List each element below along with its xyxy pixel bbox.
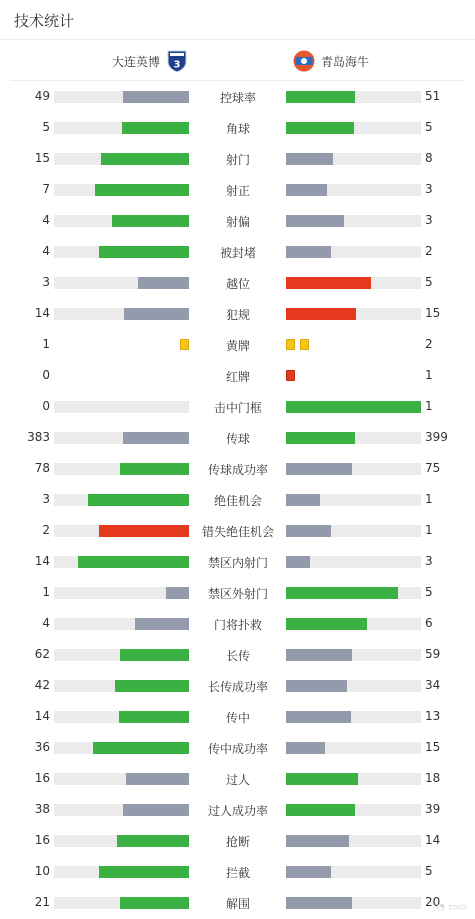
- away-value: 1: [425, 368, 433, 382]
- home-value: 0: [42, 399, 50, 413]
- stat-label: 解围: [225, 897, 250, 911]
- home-value: 1: [42, 337, 50, 351]
- stat-row: [0, 298, 475, 329]
- stat-label: 黄牌: [225, 339, 250, 353]
- home-value: 0: [42, 368, 50, 382]
- red-card-icon: [286, 370, 295, 381]
- home-value: 36: [34, 740, 50, 754]
- home-value: 16: [34, 771, 50, 785]
- home-bar-track: [54, 897, 189, 909]
- away-value: 8: [425, 151, 433, 165]
- home-bar-track: [54, 91, 189, 103]
- away-bar-track: [286, 122, 421, 134]
- home-bar: [123, 91, 189, 103]
- away-value: 20: [425, 895, 441, 909]
- home-bar-track: [54, 835, 189, 847]
- stat-label: 被封堵: [219, 246, 256, 260]
- home-bar: [95, 184, 190, 196]
- home-value: 5: [42, 120, 50, 134]
- home-bar-track: [54, 401, 189, 413]
- away-value: 1: [425, 399, 433, 413]
- stat-label: 角球: [225, 122, 250, 136]
- home-bar: [117, 835, 189, 847]
- home-bar-track: [54, 494, 189, 506]
- away-value: 14: [425, 833, 441, 847]
- away-bar: [286, 618, 367, 630]
- away-bar: [286, 804, 355, 816]
- svg-text:3: 3: [173, 59, 181, 71]
- home-value: 16: [34, 833, 50, 847]
- home-bar: [99, 246, 189, 258]
- home-bar: [120, 463, 189, 475]
- away-value: 3: [425, 554, 433, 568]
- stat-row: [0, 422, 475, 453]
- away-bar: [286, 463, 352, 475]
- away-bar: [286, 649, 352, 661]
- home-value: 78: [34, 461, 50, 475]
- home-bar-track: [54, 680, 189, 692]
- away-bar: [286, 91, 355, 103]
- away-value: 2: [425, 244, 433, 258]
- away-bar-track: [286, 308, 421, 320]
- stat-label: 传球: [225, 432, 250, 446]
- away-value: 34: [425, 678, 441, 692]
- away-value: 1: [425, 492, 433, 506]
- away-bar: [286, 432, 355, 444]
- stat-row: [0, 794, 475, 825]
- stat-row: [0, 267, 475, 298]
- home-bar-track: [54, 277, 189, 289]
- away-bar: [286, 184, 327, 196]
- away-bar: [286, 773, 358, 785]
- home-bar-track: [54, 432, 189, 444]
- home-team[interactable]: [112, 49, 188, 73]
- home-bar-track: [54, 711, 189, 723]
- away-bar: [286, 153, 333, 165]
- home-bar-track: [54, 184, 189, 196]
- teams-header: [10, 41, 465, 81]
- stat-label: 禁区内射门: [207, 556, 268, 570]
- stat-row: [0, 639, 475, 670]
- away-value: 75: [425, 461, 441, 475]
- home-value: 10: [34, 864, 50, 878]
- home-value: 2: [42, 523, 50, 537]
- stat-row: [0, 81, 475, 112]
- home-bar-track: [54, 773, 189, 785]
- home-bar: [93, 742, 189, 754]
- home-bar: [123, 804, 189, 816]
- home-bar: [138, 277, 189, 289]
- away-bar-track: [286, 742, 421, 754]
- title-bar: [0, 0, 475, 40]
- yellow-card-icon: [180, 339, 189, 350]
- away-bar-track: [286, 587, 421, 599]
- home-bar: [88, 494, 189, 506]
- watermark-icon: ◔ ▭▭: [436, 902, 467, 913]
- away-bar: [286, 680, 347, 692]
- stat-label: 红牌: [225, 370, 250, 384]
- away-bar-track: [286, 432, 421, 444]
- away-bar: [286, 525, 331, 537]
- stat-row: [0, 329, 475, 360]
- stat-row: [0, 608, 475, 639]
- home-bar-track: [54, 556, 189, 568]
- away-bar: [286, 556, 310, 568]
- away-team-crest-icon: [293, 49, 315, 73]
- home-bar-track: [54, 649, 189, 661]
- home-bar: [78, 556, 189, 568]
- stat-label: 过人: [225, 773, 250, 787]
- stat-row: [0, 484, 475, 515]
- stat-row: [0, 856, 475, 887]
- home-bar: [166, 587, 189, 599]
- home-team-name: 大连英博: [111, 54, 160, 69]
- away-bar-track: [286, 556, 421, 568]
- away-value: 13: [425, 709, 441, 723]
- home-bar: [135, 618, 189, 630]
- away-bar: [286, 835, 349, 847]
- stat-row: [0, 112, 475, 143]
- home-bar-track: [54, 463, 189, 475]
- home-bar: [101, 153, 189, 165]
- stat-label: 过人成功率: [207, 804, 268, 818]
- home-bar-track: [54, 587, 189, 599]
- stat-row: [0, 174, 475, 205]
- stat-row: [0, 825, 475, 856]
- away-bar: [286, 401, 421, 413]
- away-value: 3: [425, 213, 433, 227]
- home-value: 4: [42, 213, 50, 227]
- stat-row: [0, 732, 475, 763]
- home-bar: [126, 773, 189, 785]
- away-bar-track: [286, 773, 421, 785]
- stat-label: 传中成功率: [207, 742, 268, 756]
- stat-label: 长传成功率: [207, 680, 268, 694]
- away-bar-track: [286, 184, 421, 196]
- away-bar: [286, 308, 356, 320]
- away-bar-track: [286, 91, 421, 103]
- home-bar: [124, 308, 189, 320]
- away-value: 5: [425, 120, 433, 134]
- away-value: 18: [425, 771, 441, 785]
- stat-row: [0, 515, 475, 546]
- stat-row: [0, 236, 475, 267]
- away-bar: [286, 246, 331, 258]
- away-bar-track: [286, 618, 421, 630]
- away-bar-track: [286, 494, 421, 506]
- home-bar: [119, 711, 189, 723]
- home-value: 4: [42, 244, 50, 258]
- home-bar-track: [54, 525, 189, 537]
- yellow-card-icon: [300, 339, 309, 350]
- away-bar: [286, 711, 351, 723]
- away-bar-track: [286, 463, 421, 475]
- stat-label: 长传: [225, 649, 250, 663]
- home-value: 14: [34, 554, 50, 568]
- away-bar-track: [286, 680, 421, 692]
- stat-label: 控球率: [219, 91, 256, 105]
- stat-label: 击中门框: [213, 401, 262, 415]
- stat-row: [0, 763, 475, 794]
- stat-row: [0, 670, 475, 701]
- away-value: 3: [425, 182, 433, 196]
- stat-row: [0, 360, 475, 391]
- away-bar: [286, 494, 320, 506]
- stat-label: 抢断: [225, 835, 250, 849]
- away-value: 2: [425, 337, 433, 351]
- away-value: 399: [425, 430, 448, 444]
- away-bar: [286, 215, 344, 227]
- stat-row: [0, 701, 475, 732]
- home-bar: [120, 897, 189, 909]
- away-bar-track: [286, 401, 421, 413]
- away-bar-track: [286, 277, 421, 289]
- home-value: 15: [34, 151, 50, 165]
- away-bar: [286, 897, 352, 909]
- away-value: 1: [425, 523, 433, 537]
- home-value: 1: [42, 585, 50, 599]
- away-value: 59: [425, 647, 441, 661]
- home-bar: [112, 215, 189, 227]
- home-value: 3: [42, 492, 50, 506]
- away-bar-track: [286, 649, 421, 661]
- home-bar-track: [54, 215, 189, 227]
- away-bar-track: [286, 835, 421, 847]
- home-value: 49: [34, 89, 50, 103]
- away-value: 15: [425, 740, 441, 754]
- home-bar-track: [54, 122, 189, 134]
- home-value: 62: [34, 647, 50, 661]
- stat-label: 拦截: [225, 866, 250, 880]
- stat-label: 门将扑救: [213, 618, 262, 632]
- stat-label: 射门: [225, 153, 250, 167]
- stat-label: 传球成功率: [207, 463, 268, 477]
- home-bar-track: [54, 866, 189, 878]
- home-bar-track: [54, 742, 189, 754]
- page-title: 技术统计: [14, 12, 75, 30]
- home-value: 14: [34, 709, 50, 723]
- home-value: 42: [34, 678, 50, 692]
- home-bar-track: [54, 308, 189, 320]
- away-bar-track: [286, 866, 421, 878]
- stat-label: 犯规: [225, 308, 250, 322]
- away-bar-track: [286, 153, 421, 165]
- away-team[interactable]: [293, 49, 369, 73]
- home-bar: [120, 649, 189, 661]
- home-bar-track: [54, 618, 189, 630]
- home-bar-track: [54, 804, 189, 816]
- home-value: 14: [34, 306, 50, 320]
- stat-row: [0, 391, 475, 422]
- stat-row: [0, 546, 475, 577]
- away-value: 5: [425, 275, 433, 289]
- stat-label: 越位: [225, 277, 250, 291]
- stat-label: 射偏: [225, 215, 250, 229]
- stat-label: 射正: [225, 184, 250, 198]
- away-bar: [286, 742, 325, 754]
- home-value: 383: [27, 430, 50, 444]
- stat-label: 传中: [225, 711, 250, 725]
- away-value: 15: [425, 306, 441, 320]
- home-bar-track: [54, 153, 189, 165]
- home-value: 38: [34, 802, 50, 816]
- home-bar-track: [54, 246, 189, 258]
- away-bar-track: [286, 215, 421, 227]
- home-value: 4: [42, 616, 50, 630]
- away-value: 6: [425, 616, 433, 630]
- away-bar: [286, 587, 398, 599]
- stat-row: [0, 143, 475, 174]
- yellow-card-icon: [286, 339, 295, 350]
- home-bar: [123, 432, 189, 444]
- away-bar-track: [286, 246, 421, 258]
- stat-row: [0, 577, 475, 608]
- away-bar: [286, 122, 354, 134]
- away-bar-track: [286, 897, 421, 909]
- home-value: 21: [34, 895, 50, 909]
- away-bar: [286, 866, 331, 878]
- home-value: 7: [42, 182, 50, 196]
- away-value: 39: [425, 802, 441, 816]
- stats-list: [0, 81, 475, 918]
- away-bar-track: [286, 804, 421, 816]
- stat-row: [0, 205, 475, 236]
- away-value: 5: [425, 864, 433, 878]
- home-bar: [122, 122, 190, 134]
- away-bar: [286, 277, 371, 289]
- away-value: 51: [425, 89, 441, 103]
- stat-row: [0, 453, 475, 484]
- stat-label: 绝佳机会: [213, 494, 262, 508]
- home-bar: [99, 525, 189, 537]
- home-cards: [180, 339, 189, 351]
- stat-label: 禁区外射门: [207, 587, 268, 601]
- home-bar: [115, 680, 189, 692]
- home-team-shield-icon: [166, 49, 188, 73]
- away-bar-track: [286, 525, 421, 537]
- away-bar-track: [286, 711, 421, 723]
- away-cards: [286, 370, 295, 382]
- stat-label: 错失绝佳机会: [201, 525, 274, 539]
- away-cards: [286, 339, 309, 351]
- home-bar: [99, 866, 189, 878]
- away-value: 5: [425, 585, 433, 599]
- stat-row: [0, 887, 475, 918]
- away-team-name: 青岛海牛: [321, 54, 370, 69]
- home-value: 3: [42, 275, 50, 289]
